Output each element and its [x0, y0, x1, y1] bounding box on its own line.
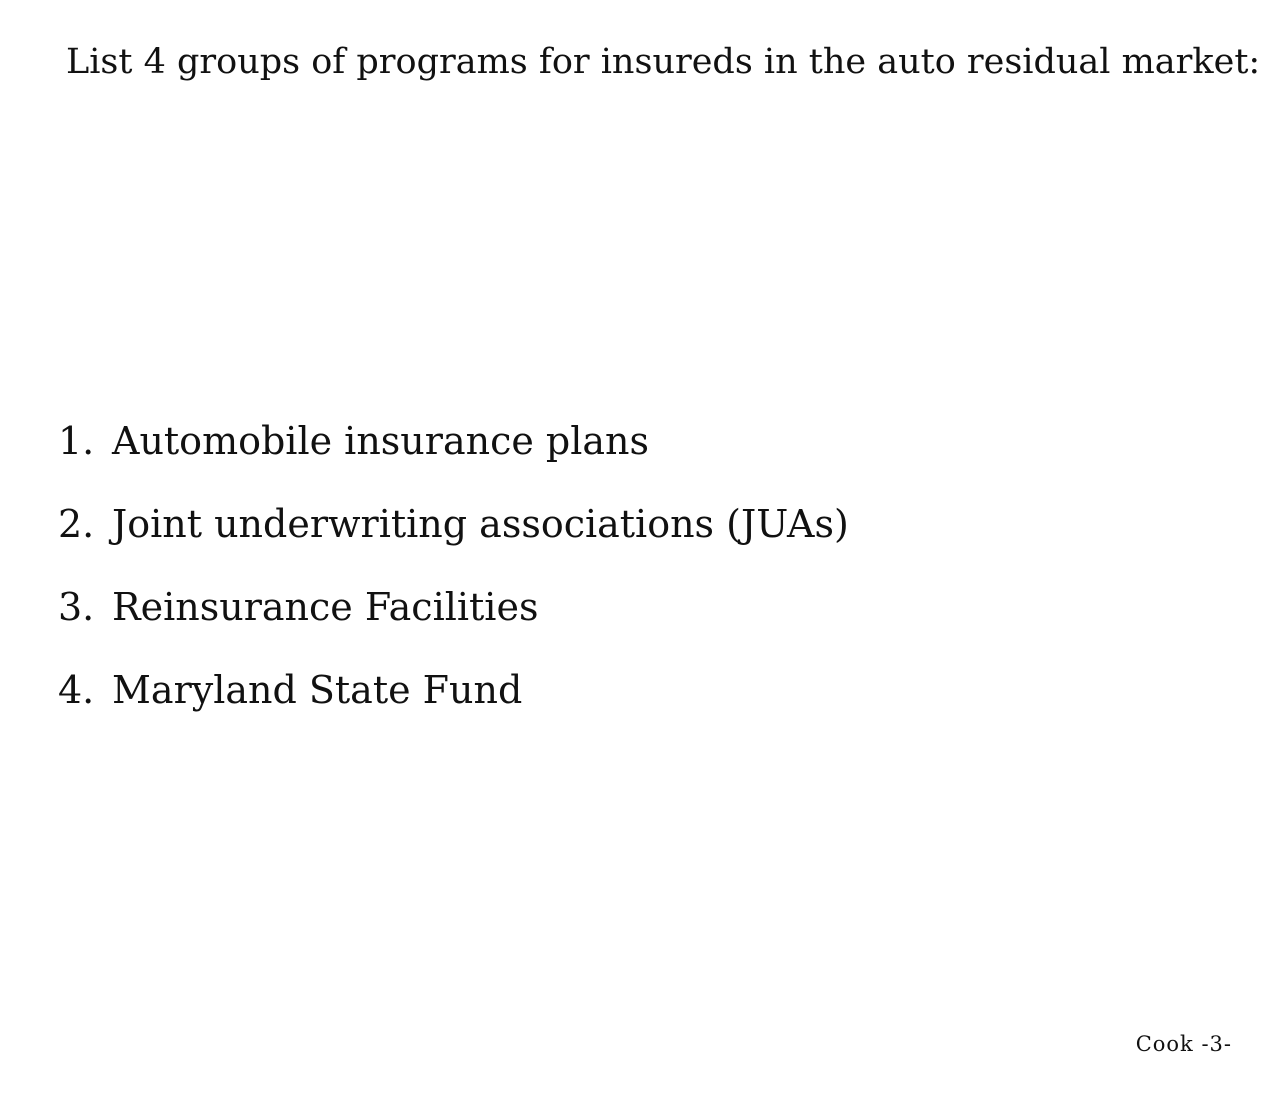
answer-list — [58, 416, 849, 748]
question-text: List 4 groups of programs for insureds in the auto residual market: — [66, 42, 1261, 82]
page-footer: Cook -3- — [1135, 1032, 1232, 1056]
list-item-number: 4. — [58, 668, 95, 712]
list-item-number: 1. — [58, 419, 95, 463]
list-item-number: 3. — [58, 585, 95, 629]
list-item-number: 2. — [58, 502, 95, 546]
list-item-text: Joint underwriting associations (JUAs) — [112, 502, 849, 546]
list-item-text: Reinsurance Facilities — [112, 585, 539, 629]
list-item-text: Maryland State Fund — [112, 668, 523, 712]
list-item-text: Automobile insurance plans — [112, 419, 650, 463]
list-item — [58, 416, 849, 499]
list-item — [58, 665, 849, 748]
list-item — [58, 499, 849, 582]
list-item — [58, 582, 849, 665]
